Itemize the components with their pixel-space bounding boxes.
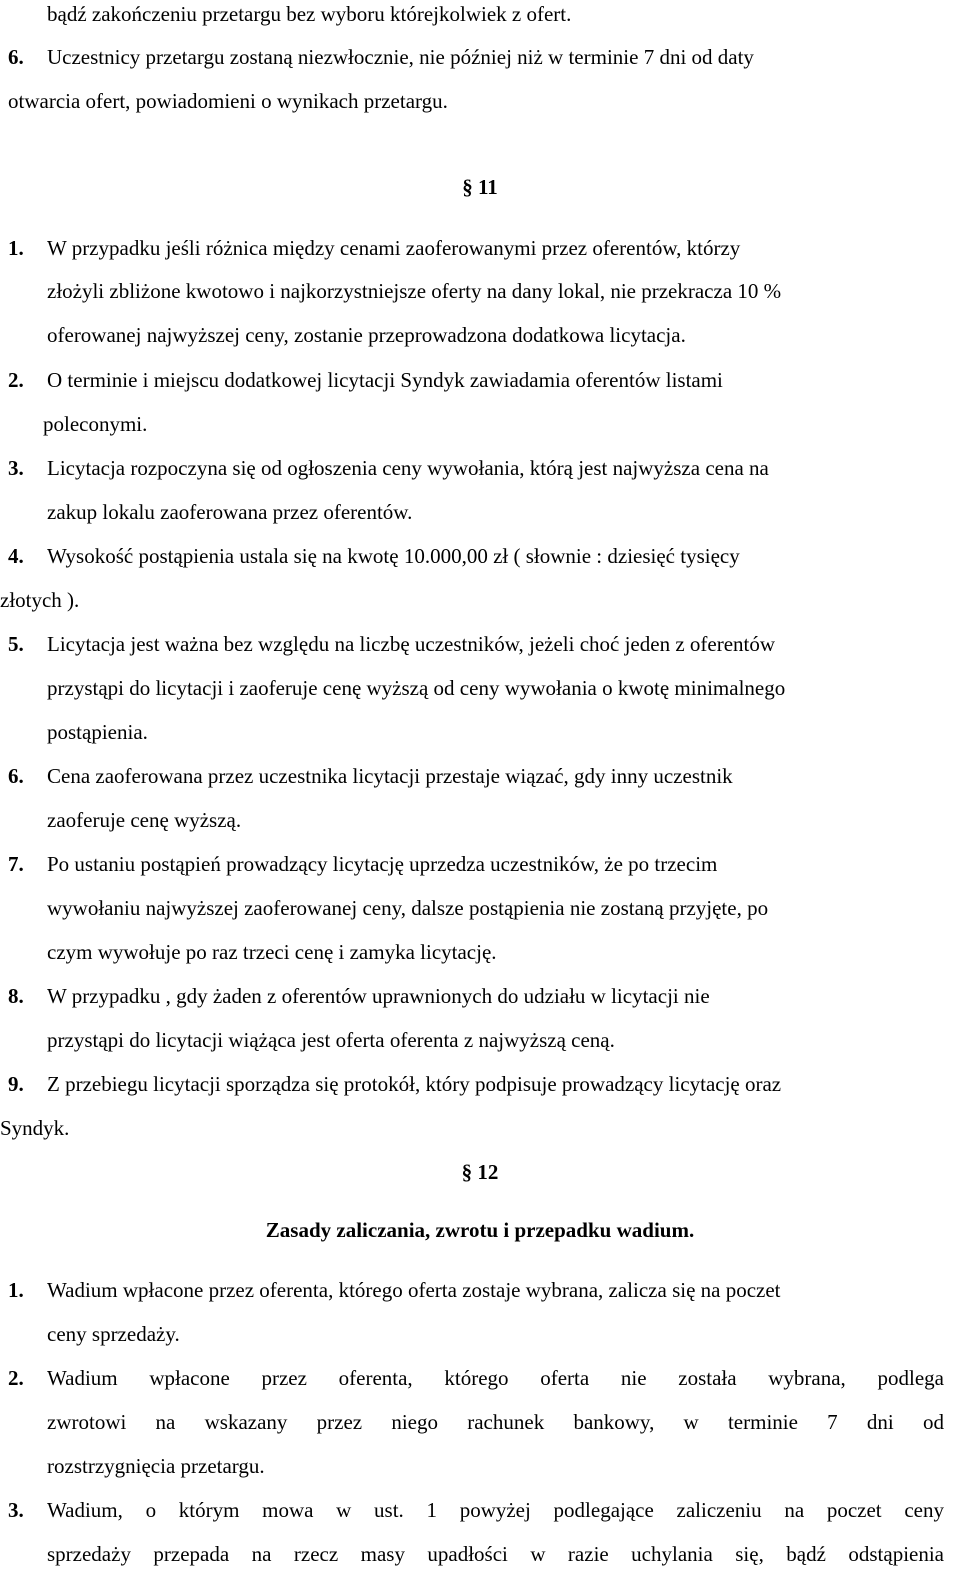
paragraph-line: O terminie i miejscu dodatkowej licytacji Syndyk zawiadamia oferentów listami — [47, 368, 723, 392]
item-number: 1. — [8, 236, 24, 260]
section-heading: § 12 — [461, 1160, 499, 1184]
section-heading: § 11 — [462, 175, 498, 199]
paragraph-line: przystąpi do licytacji i zaoferuje cenę wyższą od ceny wywołania o kwotę minimalnego — [47, 676, 786, 700]
item-number: 3. — [8, 1498, 24, 1522]
paragraph-line: Wadium wpłacone przez oferenta, którego oferta zostaje wybrana, zalicza się na poczet — [47, 1278, 781, 1302]
paragraph-line: W przypadku jeśli różnica między cenami zaoferowanymi przez oferentów, którzy — [47, 236, 741, 260]
item-number: 8. — [8, 984, 24, 1008]
item-number: 9. — [8, 1072, 24, 1096]
paragraph-line: bądź zakończeniu przetargu bez wyboru którejkolwiek z ofert. — [47, 2, 572, 26]
paragraph-line: Licytacja jest ważna bez względu na liczbę uczestników, jeżeli choć jeden z oferentów — [47, 632, 776, 656]
item-number: 1. — [8, 1278, 24, 1302]
paragraph-line: poleconymi. — [43, 412, 148, 436]
paragraph-line: rozstrzygnięcia przetargu. — [47, 1454, 265, 1478]
paragraph-line: złożyli zbliżone kwotowo i najkorzystniejsze oferty na dany lokal, nie przekracza 10 % — [47, 279, 782, 303]
paragraph-line: zakup lokalu zaoferowana przez oferentów. — [47, 500, 413, 524]
paragraph-line: Cena zaoferowana przez uczestnika licytacji przestaje wiązać, gdy inny uczestnik — [47, 764, 733, 788]
item-number: 6. — [8, 764, 24, 788]
paragraph-line: Wysokość postąpienia ustala się na kwotę 10.000,00 zł ( słownie : dziesięć tysięcy — [47, 544, 740, 568]
paragraph-line: sprzedaży przepada na rzecz masy upadłości w razie uchylania się, bądź odstąpienia — [47, 1542, 944, 1566]
item-number: 3. — [8, 456, 24, 480]
paragraph-line: zwrotowi na wskazany przez niego rachunek bankowy, w terminie 7 dni od — [47, 1410, 944, 1434]
paragraph-line: Z przebiegu licytacji sporządza się protokół, który podpisuje prowadzący licytację oraz — [47, 1072, 782, 1096]
item-number: 4. — [8, 544, 24, 568]
paragraph-line: czym wywołuje po raz trzeci cenę i zamyka licytację. — [47, 940, 497, 964]
paragraph-line: Licytacja rozpoczyna się od ogłoszenia ceny wywołania, którą jest najwyższa cena na — [47, 456, 769, 480]
paragraph-line: postąpienia. — [47, 720, 148, 744]
paragraph-line: otwarcia ofert, powiadomieni o wynikach przetargu. — [8, 89, 448, 113]
paragraph-line: zaoferuje cenę wyższą. — [47, 808, 242, 832]
item-number: 6. — [8, 45, 24, 69]
section-title: Zasady zaliczania, zwrotu i przepadku wadium. — [265, 1218, 695, 1242]
item-number: 2. — [8, 1366, 24, 1390]
paragraph-line: wywołaniu najwyższej zaoferowanej ceny, dalsze postąpienia nie zostaną przyjęte, po — [47, 896, 769, 920]
paragraph-line: ceny sprzedaży. — [47, 1322, 180, 1346]
item-number: 5. — [8, 632, 24, 656]
paragraph-line: Syndyk. — [0, 1116, 70, 1140]
paragraph-line: Uczestnicy przetargu zostaną niezwłocznie, nie później niż w terminie 7 dni od daty — [47, 45, 754, 69]
item-number: 2. — [8, 368, 24, 392]
paragraph-line: złotych ). — [0, 588, 80, 612]
paragraph-line: przystąpi do licytacji wiążąca jest oferta oferenta z najwyższą ceną. — [47, 1028, 615, 1052]
paragraph-line: Wadium wpłacone przez oferenta, którego oferta nie została wybrana, podlega — [47, 1366, 944, 1390]
paragraph-line: Po ustaniu postąpień prowadzący licytację uprzedza uczestników, że po trzecim — [47, 852, 718, 876]
paragraph-line: oferowanej najwyższej ceny, zostanie przeprowadzona dodatkowa licytacja. — [47, 323, 686, 347]
paragraph-line: Wadium, o którym mowa w ust. 1 powyżej podlegające zaliczeniu na poczet ceny — [47, 1498, 944, 1522]
item-number: 7. — [8, 852, 24, 876]
paragraph-line: W przypadku , gdy żaden z oferentów uprawnionych do udziału w licytacji nie — [47, 984, 710, 1008]
